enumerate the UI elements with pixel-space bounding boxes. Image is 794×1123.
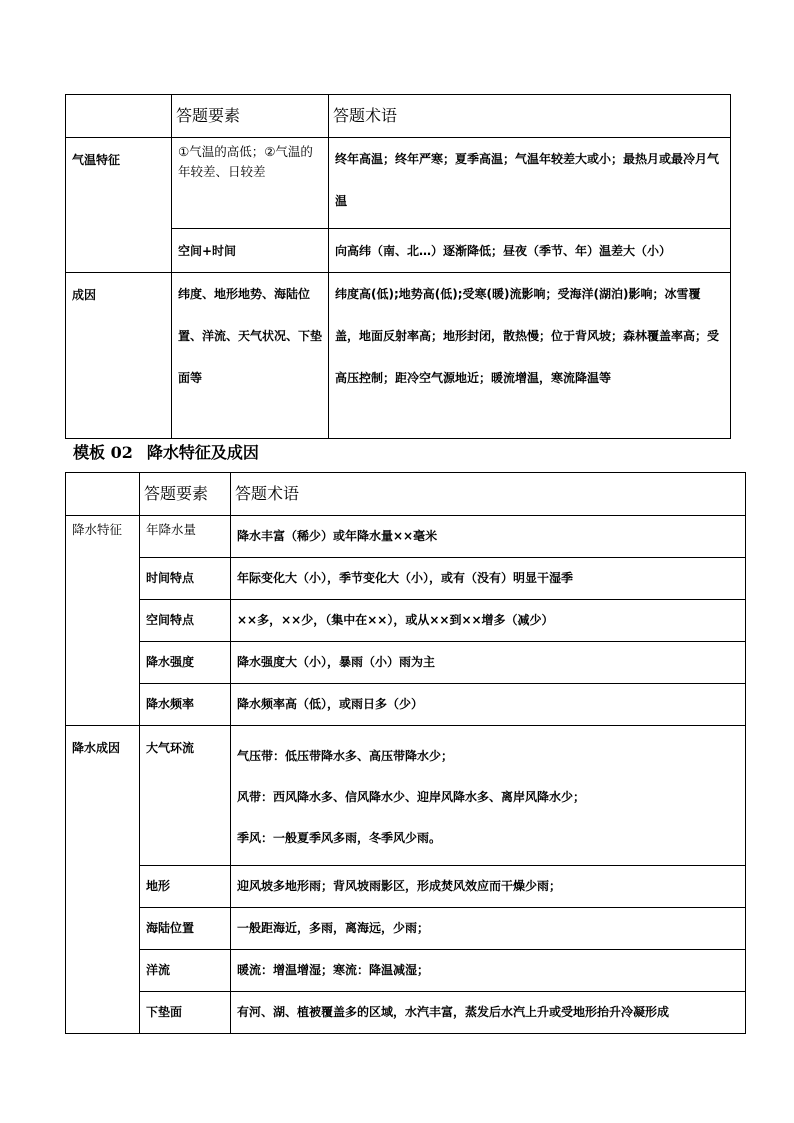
feature-name: 空间特点 (140, 600, 231, 642)
cause-elements: 纬度、地形地势、海陆位置、洋流、天气状况、下垫面等 (172, 273, 329, 439)
feature-name: 年降水量 (140, 516, 231, 558)
table-row (66, 866, 746, 908)
header-terms: 答题术语 (329, 95, 731, 138)
precip-feature-label: 降水特征 (66, 516, 140, 726)
table-header-row (66, 473, 746, 516)
template-name: 降水特征及成因 (146, 443, 259, 462)
feature-name: 时间特点 (140, 558, 231, 600)
temperature-table (65, 94, 731, 439)
template-number: 模板 02 (73, 443, 133, 462)
cause-name: 地形 (140, 866, 231, 908)
table-row (66, 642, 746, 684)
table-row (66, 558, 746, 600)
temp-terms: 终年高温；终年严寒；夏季高温；气温年较差大或小；最热月或最冷月气温 (329, 138, 731, 229)
table-row (66, 684, 746, 726)
cause-name: 下垫面 (140, 992, 231, 1034)
cause-term: 暖流：增温增湿；寒流：降温减湿； (231, 950, 746, 992)
table-header-row (66, 95, 731, 138)
table-row (66, 273, 731, 439)
space-time-label: 空间+时间 (172, 229, 329, 273)
precipitation-table (65, 472, 746, 1034)
cause-terms: 纬度高(低);地势高(低);受寒(暖)流影响；受海洋(湖泊)影响；冰雪覆盖，地面反射率高；地形封闭，散热慢；位于背风坡；森林覆盖率高；受高压控制；距冷空气源地近；暖流增温，寒流降温等 (329, 273, 731, 439)
cause-term: 一般距海近，多雨，离海远，少雨； (231, 908, 746, 950)
cause-name: 大气环流 (140, 726, 231, 866)
temp-elements: ①气温的高低；②气温的年较差、日较差 (172, 138, 329, 229)
feature-term: 降水频率高（低），或雨日多（少） (231, 684, 746, 726)
table-row (66, 726, 746, 866)
cause-name: 海陆位置 (140, 908, 231, 950)
wind-belt-line: 风带：西风降水多、信风降水少、迎岸风降水多、离岸风降水少； (237, 790, 586, 804)
header-elements: 答题要素 (140, 473, 231, 516)
header-empty-cell (66, 95, 172, 138)
table-row (66, 600, 746, 642)
table-row (66, 516, 746, 558)
feature-name: 降水频率 (140, 684, 231, 726)
cause-label: 成因 (66, 273, 172, 439)
table-row (66, 138, 731, 229)
header-elements: 答题要素 (172, 95, 329, 138)
template-title (73, 440, 259, 463)
feature-term: 降水丰富（稀少）或年降水量××毫米 (231, 516, 746, 558)
feature-term: ××多，××少，（集中在××），或从××到××增多（减少） (231, 600, 746, 642)
precip-cause-label: 降水成因 (66, 726, 140, 1034)
circulation-terms (231, 726, 746, 866)
pressure-belt-line: 气压带：低压带降水多、高压带降水少； (237, 749, 454, 763)
cause-name: 洋流 (140, 950, 231, 992)
cause-term: 迎风坡多地形雨；背风坡雨影区，形成焚风效应而干燥少雨； (231, 866, 746, 908)
table-row (66, 992, 746, 1034)
cause-term: 有河、湖、植被覆盖多的区域，水汽丰富，蒸发后水汽上升或受地形抬升冷凝形成 (231, 992, 746, 1034)
header-empty-cell (66, 473, 140, 516)
feature-name: 降水强度 (140, 642, 231, 684)
header-terms: 答题术语 (231, 473, 746, 516)
feature-term: 年际变化大（小），季节变化大（小），或有（没有）明显干湿季 (231, 558, 746, 600)
feature-term: 降水强度大（小），暴雨（小）雨为主 (231, 642, 746, 684)
temp-feature-label: 气温特征 (66, 138, 172, 273)
space-time-terms: 向高纬（南、北…）逐渐降低；昼夜（季节、年）温差大（小） (329, 229, 731, 273)
table-row (66, 908, 746, 950)
monsoon-line: 季风：一般夏季风多雨，冬季风少雨。 (237, 831, 442, 845)
table-row (66, 950, 746, 992)
